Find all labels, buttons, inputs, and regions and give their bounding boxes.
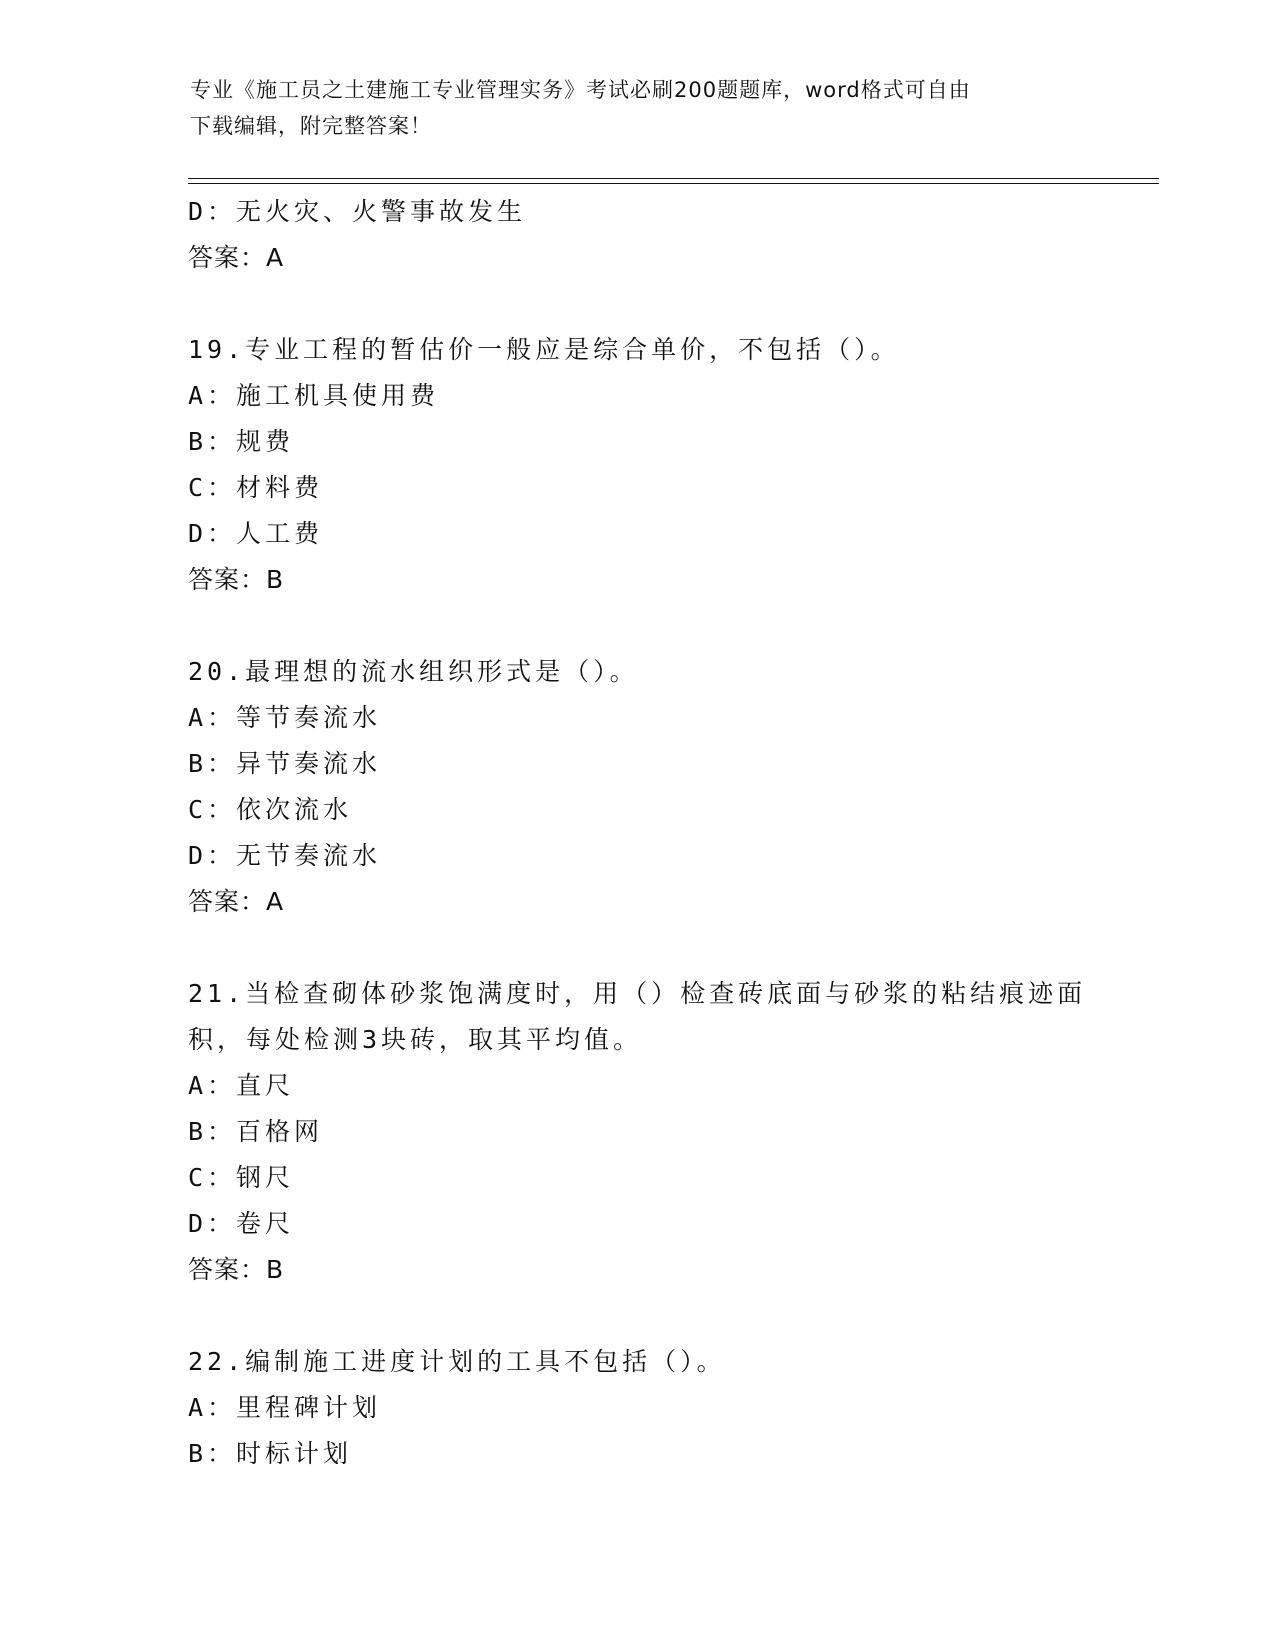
option-c: C：材料费 [188, 473, 324, 502]
spacer [188, 603, 1088, 649]
question-21 [188, 971, 1088, 1293]
question-list [188, 189, 1088, 1477]
option-a: A：等节奏流水 [188, 703, 382, 732]
question-20 [188, 649, 1088, 925]
question-stem-line-2: 积，每处检测3块砖，取其平均值。 [188, 1025, 643, 1054]
previous-question-tail [188, 189, 1088, 281]
header-line-2: 下载编辑，附完整答案！ [190, 114, 432, 138]
answer-line: 答案：B [188, 1255, 285, 1284]
spacer [188, 925, 1088, 971]
option-b: B：规费 [188, 427, 295, 456]
header-line-1: 专业《施工员之土建施工专业管理实务》考试必刷200题题库，word格式可自由 [190, 78, 971, 102]
option-d: D：无节奏流水 [188, 841, 382, 870]
option-d: D：无火灾、火警事故发生 [188, 197, 527, 226]
option-c: C：钢尺 [188, 1163, 295, 1192]
question-stem-line-1: 21.当检查砌体砂浆饱满度时，用（）检查砖底面与砂浆的粘结痕迹面 [188, 979, 1087, 1008]
spacer [188, 1293, 1088, 1339]
option-b: B：时标计划 [188, 1439, 353, 1468]
header-divider-top [188, 178, 1159, 179]
spacer [188, 281, 1088, 327]
question-stem: 22.编制施工进度计划的工具不包括（）。 [188, 1347, 726, 1376]
header-divider-bottom [188, 183, 1159, 184]
option-c: C：依次流水 [188, 795, 353, 824]
answer-line: 答案：B [188, 565, 285, 594]
option-a: A：施工机具使用费 [188, 381, 440, 410]
option-d: D：人工费 [188, 519, 324, 548]
answer-line: 答案：A [188, 243, 285, 272]
question-22 [188, 1339, 1088, 1477]
option-b: B：百格网 [188, 1117, 324, 1146]
question-stem: 19.专业工程的暂估价一般应是综合单价，不包括（）。 [188, 335, 900, 364]
option-b: B：异节奏流水 [188, 749, 382, 778]
answer-line: 答案：A [188, 887, 285, 916]
option-d: D：卷尺 [188, 1209, 295, 1238]
document-header [190, 72, 1090, 144]
option-a: A：直尺 [188, 1071, 295, 1100]
question-19 [188, 327, 1088, 603]
option-a: A：里程碑计划 [188, 1393, 382, 1422]
question-stem: 20.最理想的流水组织形式是（）。 [188, 657, 639, 686]
